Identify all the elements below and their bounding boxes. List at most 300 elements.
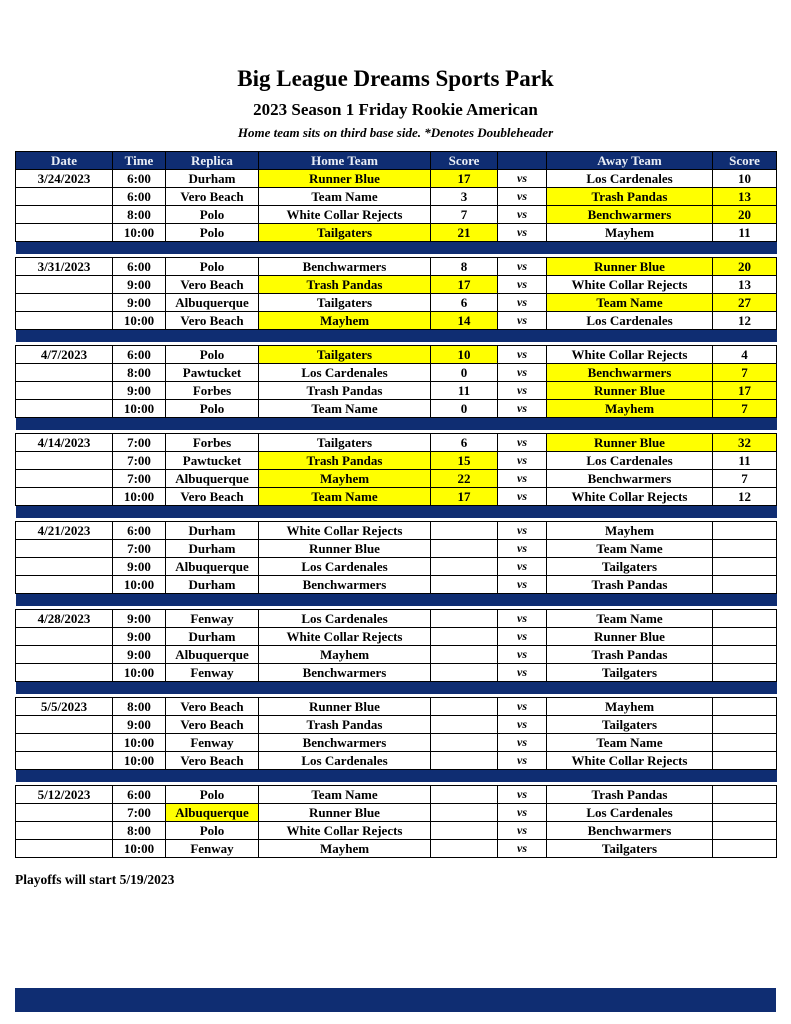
away-team-cell: Team Name bbox=[547, 734, 713, 752]
date-cell bbox=[16, 206, 113, 224]
home-score-cell bbox=[431, 698, 498, 716]
replica-cell: Durham bbox=[166, 540, 259, 558]
vs-label: vs bbox=[498, 628, 547, 646]
home-score-cell: 21 bbox=[431, 224, 498, 242]
home-score-cell: 6 bbox=[431, 294, 498, 312]
home-score-cell bbox=[431, 628, 498, 646]
away-team-cell: Runner Blue bbox=[547, 382, 713, 400]
time-cell: 10:00 bbox=[113, 224, 166, 242]
time-cell: 9:00 bbox=[113, 382, 166, 400]
replica-cell: Vero Beach bbox=[166, 698, 259, 716]
away-team-cell: Los Cardenales bbox=[547, 804, 713, 822]
time-cell: 6:00 bbox=[113, 786, 166, 804]
vs-label: vs bbox=[498, 522, 547, 540]
replica-cell: Polo bbox=[166, 258, 259, 276]
replica-cell: Forbes bbox=[166, 434, 259, 452]
column-header-away-score: Score bbox=[713, 152, 777, 170]
replica-cell: Durham bbox=[166, 628, 259, 646]
away-team-cell: Team Name bbox=[547, 294, 713, 312]
vs-label: vs bbox=[498, 822, 547, 840]
away-score-cell: 4 bbox=[713, 346, 777, 364]
date-cell: 5/5/2023 bbox=[16, 698, 113, 716]
home-team-cell: Trash Pandas bbox=[259, 452, 431, 470]
home-score-cell: 0 bbox=[431, 400, 498, 418]
away-score-cell bbox=[713, 786, 777, 804]
away-team-cell: Team Name bbox=[547, 610, 713, 628]
replica-cell: Vero Beach bbox=[166, 752, 259, 770]
date-cell: 3/24/2023 bbox=[16, 170, 113, 188]
time-cell: 7:00 bbox=[113, 434, 166, 452]
home-score-cell bbox=[431, 822, 498, 840]
away-score-cell: 13 bbox=[713, 188, 777, 206]
schedule-row bbox=[16, 840, 777, 858]
home-team-cell: Benchwarmers bbox=[259, 734, 431, 752]
away-team-cell: Tailgaters bbox=[547, 716, 713, 734]
away-team-cell: Trash Pandas bbox=[547, 646, 713, 664]
header-row bbox=[16, 152, 777, 170]
column-header-replica: Replica bbox=[166, 152, 259, 170]
vs-label: vs bbox=[498, 716, 547, 734]
column-header-home-team: Home Team bbox=[259, 152, 431, 170]
away-score-cell bbox=[713, 698, 777, 716]
replica-cell: Vero Beach bbox=[166, 276, 259, 294]
vs-label: vs bbox=[498, 576, 547, 594]
home-team-cell: Tailgaters bbox=[259, 346, 431, 364]
replica-cell: Fenway bbox=[166, 664, 259, 682]
home-score-cell bbox=[431, 734, 498, 752]
replica-cell: Polo bbox=[166, 224, 259, 242]
away-score-cell: 13 bbox=[713, 276, 777, 294]
time-cell: 6:00 bbox=[113, 346, 166, 364]
replica-cell: Forbes bbox=[166, 382, 259, 400]
replica-cell: Polo bbox=[166, 346, 259, 364]
away-score-cell: 7 bbox=[713, 470, 777, 488]
away-team-cell: Mayhem bbox=[547, 400, 713, 418]
vs-label: vs bbox=[498, 400, 547, 418]
replica-cell: Durham bbox=[166, 576, 259, 594]
date-cell bbox=[16, 576, 113, 594]
vs-label: vs bbox=[498, 488, 547, 506]
replica-cell: Polo bbox=[166, 206, 259, 224]
replica-cell: Pawtucket bbox=[166, 452, 259, 470]
away-team-cell: Los Cardenales bbox=[547, 312, 713, 330]
home-team-cell: White Collar Rejects bbox=[259, 822, 431, 840]
home-score-cell bbox=[431, 646, 498, 664]
vs-label: vs bbox=[498, 346, 547, 364]
date-cell bbox=[16, 540, 113, 558]
date-cell bbox=[16, 470, 113, 488]
vs-label: vs bbox=[498, 752, 547, 770]
time-cell: 10:00 bbox=[113, 734, 166, 752]
home-team-cell: White Collar Rejects bbox=[259, 522, 431, 540]
away-team-cell: Mayhem bbox=[547, 698, 713, 716]
home-score-cell: 0 bbox=[431, 364, 498, 382]
away-score-cell bbox=[713, 558, 777, 576]
away-team-cell: White Collar Rejects bbox=[547, 752, 713, 770]
home-score-cell bbox=[431, 664, 498, 682]
schedule-row bbox=[16, 716, 777, 734]
away-score-cell: 20 bbox=[713, 258, 777, 276]
away-score-cell bbox=[713, 804, 777, 822]
away-score-cell bbox=[713, 822, 777, 840]
away-score-cell bbox=[713, 610, 777, 628]
replica-cell: Polo bbox=[166, 400, 259, 418]
schedule-row bbox=[16, 224, 777, 242]
column-header-away-team: Away Team bbox=[547, 152, 713, 170]
away-score-cell: 10 bbox=[713, 170, 777, 188]
home-team-cell: Trash Pandas bbox=[259, 716, 431, 734]
away-score-cell bbox=[713, 752, 777, 770]
home-score-cell bbox=[431, 786, 498, 804]
date-cell bbox=[16, 364, 113, 382]
home-score-cell: 8 bbox=[431, 258, 498, 276]
time-cell: 7:00 bbox=[113, 470, 166, 488]
vs-label: vs bbox=[498, 170, 547, 188]
schedule-row bbox=[16, 400, 777, 418]
away-team-cell: Los Cardenales bbox=[547, 170, 713, 188]
time-cell: 6:00 bbox=[113, 170, 166, 188]
column-header-time: Time bbox=[113, 152, 166, 170]
home-score-cell: 17 bbox=[431, 276, 498, 294]
home-team-cell: Mayhem bbox=[259, 312, 431, 330]
home-team-cell: Trash Pandas bbox=[259, 382, 431, 400]
vs-label: vs bbox=[498, 698, 547, 716]
vs-label: vs bbox=[498, 664, 547, 682]
schedule-row bbox=[16, 664, 777, 682]
time-cell: 8:00 bbox=[113, 364, 166, 382]
home-score-cell bbox=[431, 716, 498, 734]
home-team-cell: Runner Blue bbox=[259, 170, 431, 188]
schedule-row bbox=[16, 382, 777, 400]
schedule-table-body bbox=[16, 170, 777, 858]
schedule-row bbox=[16, 610, 777, 628]
schedule-row bbox=[16, 364, 777, 382]
date-cell bbox=[16, 188, 113, 206]
time-cell: 6:00 bbox=[113, 522, 166, 540]
group-separator-band bbox=[16, 682, 777, 694]
time-cell: 10:00 bbox=[113, 752, 166, 770]
schedule-row bbox=[16, 258, 777, 276]
date-cell bbox=[16, 294, 113, 312]
date-cell: 4/14/2023 bbox=[16, 434, 113, 452]
schedule-row bbox=[16, 188, 777, 206]
group-separator-band bbox=[16, 330, 777, 342]
home-team-cell: Benchwarmers bbox=[259, 576, 431, 594]
schedule-table bbox=[15, 151, 777, 858]
home-team-cell: Team Name bbox=[259, 786, 431, 804]
home-team-cell: Los Cardenales bbox=[259, 558, 431, 576]
replica-cell: Albuquerque bbox=[166, 470, 259, 488]
date-cell: 5/12/2023 bbox=[16, 786, 113, 804]
home-score-cell: 6 bbox=[431, 434, 498, 452]
separator-band-cell bbox=[16, 330, 777, 342]
date-cell bbox=[16, 382, 113, 400]
home-score-cell bbox=[431, 576, 498, 594]
time-cell: 9:00 bbox=[113, 294, 166, 312]
time-cell: 9:00 bbox=[113, 628, 166, 646]
away-score-cell: 11 bbox=[713, 224, 777, 242]
replica-cell: Fenway bbox=[166, 840, 259, 858]
vs-label: vs bbox=[498, 312, 547, 330]
schedule-row bbox=[16, 822, 777, 840]
date-cell bbox=[16, 400, 113, 418]
away-score-cell bbox=[713, 576, 777, 594]
time-cell: 7:00 bbox=[113, 804, 166, 822]
vs-label: vs bbox=[498, 470, 547, 488]
date-cell bbox=[16, 558, 113, 576]
time-cell: 8:00 bbox=[113, 206, 166, 224]
replica-cell: Vero Beach bbox=[166, 312, 259, 330]
home-score-cell bbox=[431, 610, 498, 628]
schedule-row bbox=[16, 540, 777, 558]
vs-label: vs bbox=[498, 188, 547, 206]
separator-band-cell bbox=[16, 418, 777, 430]
replica-cell: Durham bbox=[166, 170, 259, 188]
away-team-cell: Runner Blue bbox=[547, 628, 713, 646]
replica-cell: Albuquerque bbox=[166, 804, 259, 822]
date-cell: 4/28/2023 bbox=[16, 610, 113, 628]
replica-cell: Vero Beach bbox=[166, 716, 259, 734]
separator-band-cell bbox=[16, 682, 777, 694]
schedule-row bbox=[16, 294, 777, 312]
schedule-row bbox=[16, 312, 777, 330]
schedule-row bbox=[16, 628, 777, 646]
schedule-row bbox=[16, 786, 777, 804]
date-cell bbox=[16, 488, 113, 506]
page-subtitle: 2023 Season 1 Friday Rookie American bbox=[253, 100, 538, 120]
away-team-cell: Runner Blue bbox=[547, 434, 713, 452]
home-team-cell: Team Name bbox=[259, 488, 431, 506]
vs-label: vs bbox=[498, 382, 547, 400]
home-team-cell: Benchwarmers bbox=[259, 664, 431, 682]
vs-label: vs bbox=[498, 224, 547, 242]
time-cell: 10:00 bbox=[113, 664, 166, 682]
away-score-cell: 7 bbox=[713, 400, 777, 418]
away-score-cell: 20 bbox=[713, 206, 777, 224]
vs-label: vs bbox=[498, 558, 547, 576]
home-team-cell: Runner Blue bbox=[259, 698, 431, 716]
group-separator-band bbox=[16, 770, 777, 782]
vs-label: vs bbox=[498, 840, 547, 858]
away-score-cell bbox=[713, 646, 777, 664]
away-team-cell: Mayhem bbox=[547, 522, 713, 540]
home-team-cell: Los Cardenales bbox=[259, 610, 431, 628]
time-cell: 10:00 bbox=[113, 576, 166, 594]
home-team-cell: Runner Blue bbox=[259, 804, 431, 822]
replica-cell: Durham bbox=[166, 522, 259, 540]
home-team-cell: Trash Pandas bbox=[259, 276, 431, 294]
home-team-cell: Los Cardenales bbox=[259, 752, 431, 770]
playoffs-note: Playoffs will start 5/19/2023 bbox=[15, 872, 175, 888]
time-cell: 6:00 bbox=[113, 258, 166, 276]
away-score-cell bbox=[713, 734, 777, 752]
schedule-row bbox=[16, 734, 777, 752]
away-team-cell: Los Cardenales bbox=[547, 452, 713, 470]
separator-band-cell bbox=[16, 242, 777, 254]
date-cell bbox=[16, 452, 113, 470]
home-team-cell: Team Name bbox=[259, 400, 431, 418]
schedule-row bbox=[16, 452, 777, 470]
replica-cell: Pawtucket bbox=[166, 364, 259, 382]
away-team-cell: Trash Pandas bbox=[547, 786, 713, 804]
replica-cell: Albuquerque bbox=[166, 294, 259, 312]
away-score-cell: 12 bbox=[713, 312, 777, 330]
date-cell bbox=[16, 716, 113, 734]
date-cell bbox=[16, 804, 113, 822]
away-score-cell: 12 bbox=[713, 488, 777, 506]
time-cell: 8:00 bbox=[113, 698, 166, 716]
home-score-cell: 17 bbox=[431, 488, 498, 506]
away-team-cell: Benchwarmers bbox=[547, 206, 713, 224]
group-separator-band bbox=[16, 594, 777, 606]
date-cell bbox=[16, 276, 113, 294]
group-separator-band bbox=[16, 242, 777, 254]
schedule-row bbox=[16, 522, 777, 540]
schedule-row bbox=[16, 434, 777, 452]
away-score-cell: 7 bbox=[713, 364, 777, 382]
home-team-cell: White Collar Rejects bbox=[259, 628, 431, 646]
date-cell bbox=[16, 628, 113, 646]
home-score-cell: 14 bbox=[431, 312, 498, 330]
away-score-cell bbox=[713, 716, 777, 734]
home-score-cell: 17 bbox=[431, 170, 498, 188]
vs-label: vs bbox=[498, 434, 547, 452]
away-team-cell: Tailgaters bbox=[547, 840, 713, 858]
vs-label: vs bbox=[498, 294, 547, 312]
time-cell: 9:00 bbox=[113, 276, 166, 294]
home-score-cell: 11 bbox=[431, 382, 498, 400]
away-team-cell: Mayhem bbox=[547, 224, 713, 242]
away-team-cell: Benchwarmers bbox=[547, 470, 713, 488]
away-team-cell: Benchwarmers bbox=[547, 822, 713, 840]
page-title: Big League Dreams Sports Park bbox=[237, 66, 554, 91]
schedule-row bbox=[16, 206, 777, 224]
home-team-cell: Team Name bbox=[259, 188, 431, 206]
date-cell bbox=[16, 312, 113, 330]
group-separator-band bbox=[16, 418, 777, 430]
time-cell: 6:00 bbox=[113, 188, 166, 206]
time-cell: 10:00 bbox=[113, 488, 166, 506]
away-team-cell: Tailgaters bbox=[547, 558, 713, 576]
vs-label: vs bbox=[498, 276, 547, 294]
home-score-cell: 22 bbox=[431, 470, 498, 488]
home-team-cell: Runner Blue bbox=[259, 540, 431, 558]
time-cell: 9:00 bbox=[113, 716, 166, 734]
separator-band-cell bbox=[16, 506, 777, 518]
away-score-cell bbox=[713, 522, 777, 540]
home-score-cell: 15 bbox=[431, 452, 498, 470]
home-team-cell: Los Cardenales bbox=[259, 364, 431, 382]
time-cell: 7:00 bbox=[113, 540, 166, 558]
schedule-row bbox=[16, 804, 777, 822]
replica-cell: Albuquerque bbox=[166, 646, 259, 664]
away-team-cell: White Collar Rejects bbox=[547, 276, 713, 294]
schedule-row bbox=[16, 576, 777, 594]
home-score-cell: 10 bbox=[431, 346, 498, 364]
home-score-cell bbox=[431, 540, 498, 558]
vs-label: vs bbox=[498, 610, 547, 628]
date-cell bbox=[16, 752, 113, 770]
replica-cell: Vero Beach bbox=[166, 188, 259, 206]
schedule-row bbox=[16, 170, 777, 188]
time-cell: 10:00 bbox=[113, 400, 166, 418]
schedule-note: Home team sits on third base side. *Denotes Doubleheader bbox=[237, 125, 554, 141]
home-team-cell: Mayhem bbox=[259, 840, 431, 858]
replica-cell: Polo bbox=[166, 822, 259, 840]
replica-cell: Fenway bbox=[166, 610, 259, 628]
replica-cell: Polo bbox=[166, 786, 259, 804]
vs-label: vs bbox=[498, 804, 547, 822]
date-cell bbox=[16, 734, 113, 752]
home-score-cell bbox=[431, 804, 498, 822]
home-team-cell: Tailgaters bbox=[259, 434, 431, 452]
away-team-cell: White Collar Rejects bbox=[547, 488, 713, 506]
away-team-cell: Benchwarmers bbox=[547, 364, 713, 382]
vs-label: vs bbox=[498, 258, 547, 276]
away-score-cell bbox=[713, 664, 777, 682]
schedule-row bbox=[16, 346, 777, 364]
group-separator-band bbox=[16, 506, 777, 518]
time-cell: 7:00 bbox=[113, 452, 166, 470]
away-team-cell: White Collar Rejects bbox=[547, 346, 713, 364]
time-cell: 9:00 bbox=[113, 610, 166, 628]
home-score-cell bbox=[431, 522, 498, 540]
vs-label: vs bbox=[498, 646, 547, 664]
time-cell: 8:00 bbox=[113, 822, 166, 840]
home-score-cell: 3 bbox=[431, 188, 498, 206]
vs-label: vs bbox=[498, 540, 547, 558]
time-cell: 9:00 bbox=[113, 558, 166, 576]
away-score-cell: 17 bbox=[713, 382, 777, 400]
schedule-row bbox=[16, 276, 777, 294]
time-cell: 9:00 bbox=[113, 646, 166, 664]
away-score-cell bbox=[713, 540, 777, 558]
away-score-cell: 32 bbox=[713, 434, 777, 452]
schedule-row bbox=[16, 752, 777, 770]
home-team-cell: Tailgaters bbox=[259, 294, 431, 312]
vs-label: vs bbox=[498, 364, 547, 382]
schedule-row bbox=[16, 488, 777, 506]
home-team-cell: White Collar Rejects bbox=[259, 206, 431, 224]
home-team-cell: Tailgaters bbox=[259, 224, 431, 242]
home-team-cell: Mayhem bbox=[259, 470, 431, 488]
home-score-cell bbox=[431, 558, 498, 576]
separator-band-cell bbox=[16, 770, 777, 782]
vs-label: vs bbox=[498, 734, 547, 752]
schedule-row bbox=[16, 646, 777, 664]
vs-label: vs bbox=[498, 206, 547, 224]
vs-label: vs bbox=[498, 452, 547, 470]
away-team-cell: Tailgaters bbox=[547, 664, 713, 682]
away-team-cell: Team Name bbox=[547, 540, 713, 558]
date-cell: 4/21/2023 bbox=[16, 522, 113, 540]
away-team-cell: Trash Pandas bbox=[547, 188, 713, 206]
date-cell bbox=[16, 822, 113, 840]
vs-label: vs bbox=[498, 786, 547, 804]
schedule-row bbox=[16, 558, 777, 576]
home-team-cell: Mayhem bbox=[259, 646, 431, 664]
away-score-cell: 11 bbox=[713, 452, 777, 470]
column-header-date: Date bbox=[16, 152, 113, 170]
time-cell: 10:00 bbox=[113, 840, 166, 858]
replica-cell: Albuquerque bbox=[166, 558, 259, 576]
column-header-home-score: Score bbox=[431, 152, 498, 170]
schedule-row bbox=[16, 470, 777, 488]
separator-band-cell bbox=[16, 594, 777, 606]
column-header-vs bbox=[498, 152, 547, 170]
away-team-cell: Runner Blue bbox=[547, 258, 713, 276]
date-cell: 3/31/2023 bbox=[16, 258, 113, 276]
